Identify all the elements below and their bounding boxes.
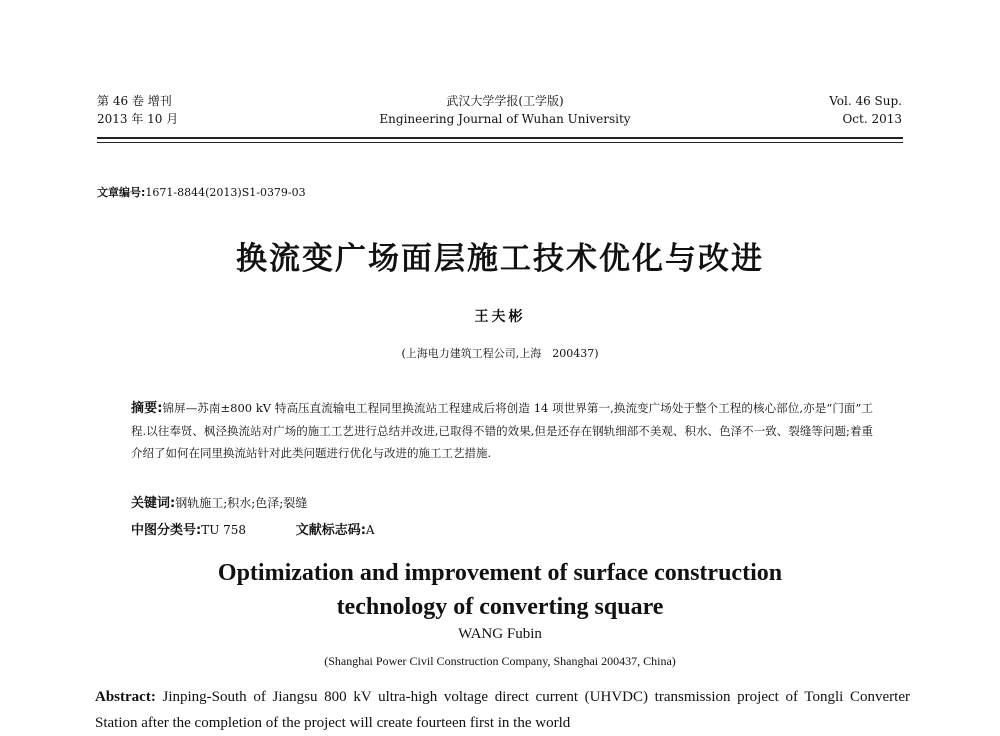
header-issue-cn	[97, 92, 178, 128]
header-volume-cn: 第 46 卷 增刊	[97, 94, 172, 108]
journal-name-en: Engineering Journal of Wuhan University	[379, 112, 631, 126]
abstract-cn-text: 锦屏—苏南±800 kV 特高压直流输电工程同里换流站工程建成后将创造 14 项世界第一,换流变广场处于整个工程的核心部位,亦是“门面”工程.以往奉贤、枫泾换流站对广场的施工工艺进行总结并改进,已取得不错的效果,但是还存在钢轨细部不美观、积水、色泽不一致、裂缝等问题;着重介绍了如何在同里换流站针对此类问题进行优化与改进的施工工艺措施.	[131, 401, 873, 460]
header-journal	[340, 92, 670, 128]
header-rule-thick	[97, 137, 903, 139]
paper-title-cn: 换流变广场面层施工技术优化与改进	[236, 241, 764, 277]
author-name-en: WANG Fubin	[458, 626, 542, 642]
paper-title-en-line2: technology of converting square	[336, 594, 664, 620]
article-number-value: 1671-8844(2013)S1-0379-03	[145, 186, 306, 199]
classification-value: TU 758	[201, 523, 247, 537]
keywords-cn-label: 关键词:	[131, 496, 176, 511]
header-issue-en	[829, 92, 902, 128]
keywords-cn-text: 钢轨施工;积水;色泽;裂缝	[175, 496, 308, 510]
article-number	[97, 184, 306, 200]
abstract-en-label: Abstract:	[95, 689, 156, 705]
abstract-cn-label: 摘要:	[131, 401, 163, 416]
affiliation-en: (Shanghai Power Civil Construction Company, Shanghai 200437, China)	[324, 654, 676, 668]
abstract-en-text: Jinping-South of Jiangsu 800 kV ultra-high voltage direct current (UHVDC) transmission project of Tongli Converter Station after the completion of the project will create fourteen first in the world	[95, 689, 910, 731]
header-volume-en: Vol. 46 Sup.	[829, 94, 902, 108]
abstract-en	[95, 684, 910, 736]
author-name-cn: 王夫彬	[474, 309, 526, 325]
doc-code-label: 文献标志码:	[295, 523, 366, 538]
article-number-label: 文章编号:	[97, 186, 146, 199]
doc-code-value: A	[365, 523, 375, 537]
affiliation-cn: (上海电力建筑工程公司,上海 200437)	[401, 347, 599, 360]
header-date-en: Oct. 2013	[842, 112, 902, 126]
classification-label: 中图分类号:	[131, 523, 202, 538]
paper-title-en	[0, 556, 1000, 624]
classification-line	[131, 519, 375, 538]
paper-title-en-line1: Optimization and improvement of surface construction	[217, 560, 783, 586]
journal-name-cn: 武汉大学学报(工学版)	[446, 94, 564, 108]
abstract-cn	[131, 397, 873, 464]
header-date-cn: 2013 年 10 月	[97, 112, 179, 126]
keywords-cn	[131, 492, 307, 511]
header-rule-thin	[97, 142, 903, 143]
